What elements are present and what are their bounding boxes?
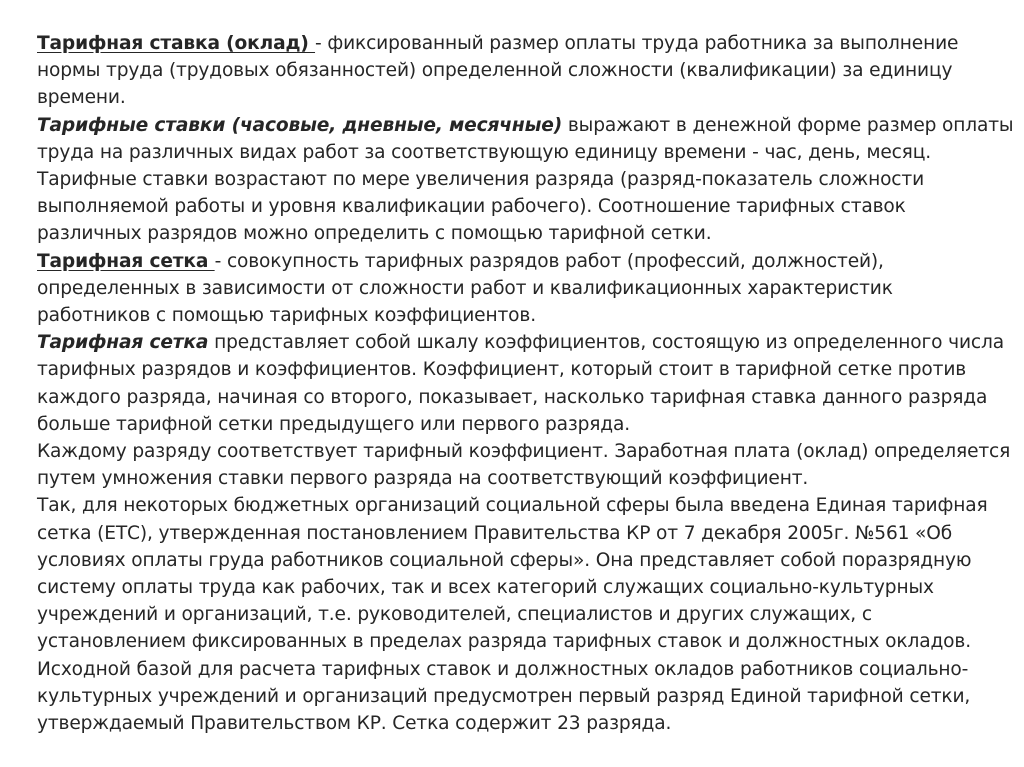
text-segment: времени. — [37, 87, 126, 109]
text-segment: Тарифные ставки возрастают по мере увеличения разряда (разряд-показатель сложности — [37, 169, 925, 191]
text-line — [37, 275, 992, 302]
text-line — [37, 574, 992, 601]
text-line — [37, 601, 992, 628]
text-segment: - фиксированный размер оплаты труда работника за выполнение — [315, 33, 959, 54]
text-segment: тарифных разрядов и коэффициентов. Коэффициент, который стоит в тарифной сетке против — [37, 359, 967, 381]
text-line — [37, 57, 992, 84]
text-line — [37, 166, 992, 193]
text-segment: - совокупность тарифных разрядов работ (профессий, должностей), — [214, 250, 884, 272]
text-line — [37, 302, 992, 329]
text-segment: Так, для некоторых бюджетных организаций социальной сферы была введена Единая тарифная — [37, 495, 988, 517]
text-segment: работников с помощью тарифных коэффициентов. — [37, 305, 536, 327]
text-line — [37, 384, 992, 411]
text-segment: различных разрядов можно определить с помощью тарифной сетки. — [37, 223, 712, 245]
text-line — [37, 656, 992, 683]
text-segment: утверждаемый Правительством КР. Сетка содержит 23 разряда. — [37, 713, 672, 735]
text-segment: Исходной базой для расчета тарифных ставок и должностных окладов работников социально- — [37, 658, 969, 680]
term-highlight: Тарифная ставка (оклад) — [37, 33, 316, 54]
text-line — [37, 438, 1011, 465]
text-line — [37, 411, 992, 438]
text-segment: каждого разряда, начиная со второго, показывает, насколько тарифная ставка данного разряда — [37, 386, 988, 408]
text-line — [37, 220, 992, 247]
text-segment: учреждений и организаций, т.е. руководителей, специалистов и других служащих, с — [37, 604, 872, 626]
term-highlight: Тарифная сетка — [37, 250, 215, 272]
text-segment: Каждому разряду соответствует тарифный коэффициент. Заработная плата (оклад) определяется — [37, 441, 1011, 463]
text-segment: систему оплаты труда как рабочих, так и всех категорий служащих социально-культурных — [37, 577, 934, 599]
text-line — [37, 356, 992, 383]
text-segment: выражают в денежной форме размер оплаты — [562, 114, 1014, 136]
text-segment: установлением фиксированных в пределах разряда тарифных ставок и должностных окладов. — [37, 631, 971, 653]
text-line — [37, 84, 992, 111]
text-line — [37, 520, 992, 547]
text-line — [37, 547, 992, 574]
text-segment: больше тарифной сетки предыдущего или первого разряда. — [37, 413, 630, 435]
text-line — [37, 492, 992, 519]
text-line — [37, 683, 992, 710]
text-segment: труда на различных видах работ за соответствующую единицу времени - час, день, месяц. — [37, 141, 931, 163]
text-line — [37, 465, 992, 492]
body-text — [37, 30, 1014, 737]
text-line — [37, 628, 992, 655]
text-segment: определенных в зависимости от сложности работ и квалификационных характеристик — [37, 277, 893, 299]
text-segment: условиях оплаты груда работников социальной сферы». Она представляет собой поразрядную — [37, 549, 972, 571]
text-line — [37, 329, 1004, 356]
text-line — [37, 30, 992, 57]
text-segment: сетка (ЕТС), утвержденная постановлением Правительства КР от 7 декабря 2005г. №561 «Об — [37, 522, 953, 544]
text-segment: выполняемой работы и уровня квалификации рабочего). Соотношение тарифных ставок — [37, 196, 906, 218]
text-line — [37, 193, 992, 220]
text-line — [37, 248, 992, 275]
term-highlight: Тарифная сетка — [37, 332, 209, 354]
text-line — [37, 710, 992, 737]
text-line — [37, 112, 1014, 139]
text-segment: культурных учреждений и организаций предусмотрен первый разряд Единой тарифной сетки, — [37, 685, 971, 707]
text-segment: представляет собой шкалу коэффициентов, состоящую из определенного числа — [208, 332, 1004, 354]
text-segment: нормы труда (трудовых обязанностей) определенной сложности (квалификации) за единицу — [37, 60, 953, 82]
text-line — [37, 139, 992, 166]
term-highlight: Тарифные ставки (часовые, дневные, месячные) — [37, 114, 563, 136]
text-segment: путем умножения ставки первого разряда на соответствующий коэффициент. — [37, 468, 809, 490]
